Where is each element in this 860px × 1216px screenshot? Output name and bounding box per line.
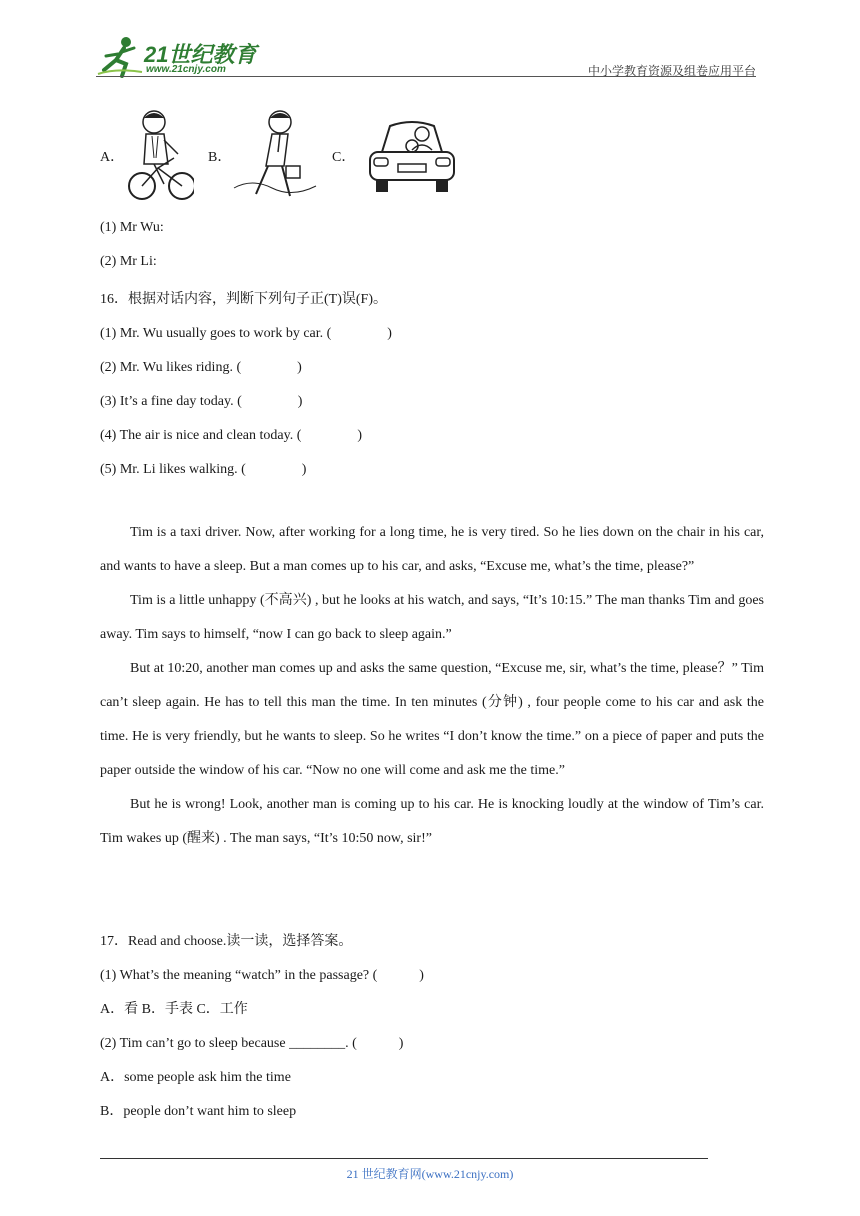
option-c-label: C． (332, 150, 356, 165)
man-riding-bike-icon (124, 108, 194, 202)
passage-paragraph-1: Tim is a taxi driver. Now, after working for a long time, he is very tired. So he lies down on the chair in his car, and wants to have a sleep. But a man comes up to his car, and asks, “Excuse me, what’s the time, please?” (100, 525, 764, 574)
q16-item-4: (4) The air is nice and clean today. ( ) (100, 428, 363, 443)
q16-title: 16．根据对话内容，判断下列句子正(T)误(F)。 (100, 292, 387, 307)
footer-divider (100, 1158, 708, 1159)
q16-item-2: (2) Mr. Wu likes riding. ( ) (100, 360, 302, 375)
q15-item-1: (1) Mr Wu: (100, 220, 164, 235)
reading-passage (100, 516, 764, 856)
passage-paragraph-3: But at 10:20, another man comes up and asks the same question, “Excuse me, sir, what’s the time, please？” Tim can’t sleep again. He has to tell this man the time. In ten minutes (分钟) , four people come to his car and ask the time. He is very friendly, but he wants to sleep. So he writes “I don’t know the time.” on a piece of paper and puts the paper outside the window of his car. “Now no one will come and ask me the time.” (100, 661, 764, 778)
man-driving-car-icon (364, 118, 460, 196)
q16-item-1: (1) Mr. Wu usually goes to work by car. ( ) (100, 326, 392, 341)
option-a-label: A． (100, 150, 125, 165)
q17-title: 17．Read and choose.读一读，选择答案。 (100, 934, 353, 949)
q17-question-2-option-b: B．people don’t want him to sleep (100, 1104, 297, 1119)
q17-question-2: (2) Tim can’t go to sleep because ________. ( ) (100, 1036, 404, 1051)
picture-options (100, 108, 500, 204)
header-platform-text: 中小学教育资源及组卷应用平台 (587, 64, 756, 78)
q16-item-5: (5) Mr. Li likes walking. ( ) (100, 462, 307, 477)
q15-item-2: (2) Mr Li: (100, 254, 157, 269)
passage-paragraph-4: But he is wrong! Look, another man is coming up to his car. He is knocking loudly at the window of Tim’s car. Tim wakes up (醒来) . The man says, “It’s 10:50 now, sir!” (100, 797, 764, 846)
footer-site-link[interactable]: 21 世纪教育网(www.21cnjy.com) (346, 1167, 514, 1181)
q17-question-1-options: A．看 B．手表 C．工作 (100, 1002, 248, 1017)
q17-question-2-option-a: A．some people ask him the time (100, 1070, 291, 1085)
header-divider (96, 76, 756, 77)
option-b-label: B． (208, 150, 232, 165)
logo-text: 21世纪教育 (144, 42, 257, 67)
site-logo (96, 34, 266, 78)
logo-url: www.21cnjy.com (146, 64, 226, 75)
q16-item-3: (3) It’s a fine day today. ( ) (100, 394, 303, 409)
runner-logo-icon (96, 34, 144, 78)
passage-paragraph-2: Tim is a little unhappy (不高兴) , but he looks at his watch, and says, “It’s 10:15.” The man thanks Tim and goes away. Tim says to himself, “now I can go back to sleep again.” (100, 593, 764, 642)
page-header (96, 30, 756, 80)
q17-question-1: (1) What’s the meaning “watch” in the passage? ( ) (100, 968, 424, 983)
man-walking-icon (232, 108, 318, 202)
